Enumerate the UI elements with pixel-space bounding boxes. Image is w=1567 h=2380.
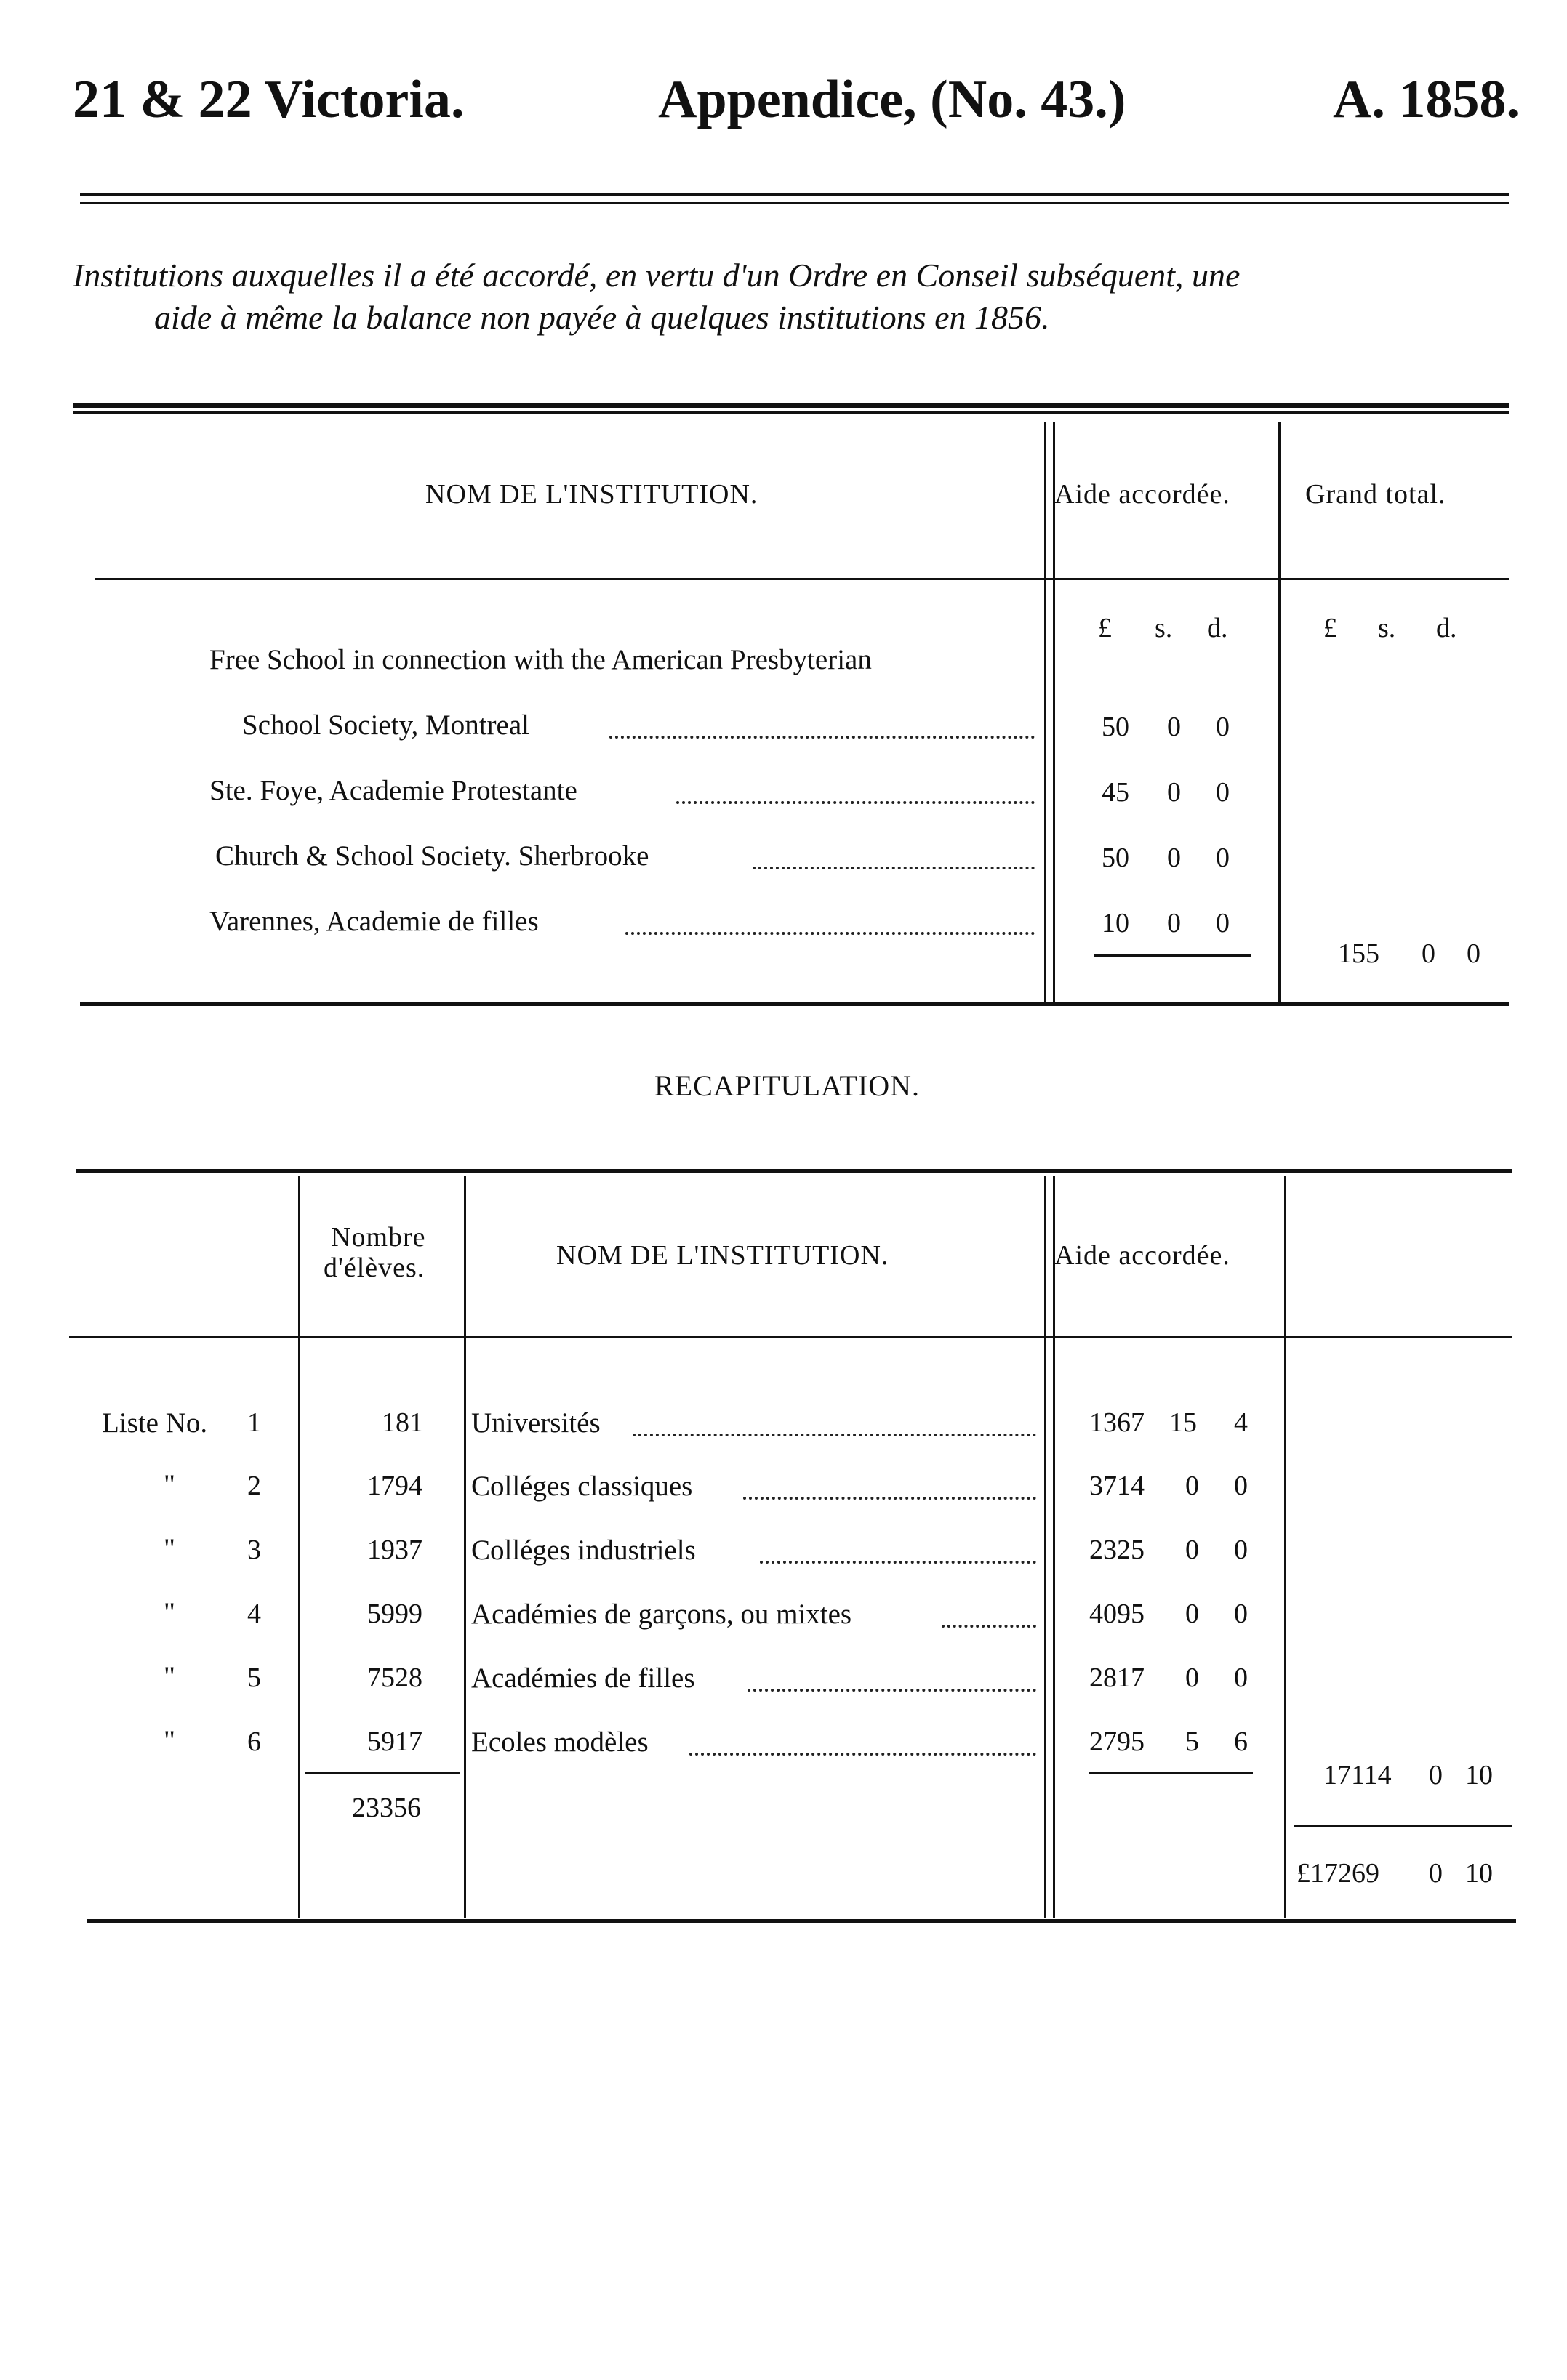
recap-row-no: 3 — [247, 1535, 261, 1565]
recap-vline-3 — [1044, 1176, 1046, 1918]
table1-row-pounds: 50 — [1102, 843, 1129, 873]
recap-subtotal-pounds: 17114 — [1323, 1760, 1392, 1790]
recap-row-pence: 0 — [1234, 1663, 1248, 1693]
recap-title: RECAPITULATION. — [654, 1069, 920, 1102]
table1-total-unit-pence: d. — [1436, 613, 1457, 643]
table1-top-rule-2 — [73, 411, 1509, 414]
table1-row-pence: 0 — [1216, 777, 1230, 808]
recap-row-pounds: 2795 — [1089, 1726, 1145, 1757]
dot-leader — [743, 1497, 1036, 1500]
table1-total-unit-pound: £ — [1323, 613, 1337, 643]
table1-vline-3 — [1278, 422, 1281, 1003]
table1-col-total: Grand total. — [1305, 479, 1446, 510]
recap-col-eleves-2: d'élèves. — [324, 1253, 425, 1283]
table1-row-pounds: 50 — [1102, 712, 1129, 742]
recap-row-eleves: 1937 — [367, 1535, 422, 1565]
recap-row-name: Ecoles modèles — [471, 1726, 649, 1758]
recap-row-eleves: 5999 — [367, 1599, 422, 1629]
table1-vline-1 — [1044, 422, 1046, 1003]
recap-row-pounds: 2817 — [1089, 1663, 1145, 1693]
recap-eleves-sum-line — [305, 1772, 460, 1774]
table1-total-pounds: 155 — [1338, 938, 1379, 969]
table1-row-pence: 0 — [1216, 908, 1230, 938]
recap-grand-total-pence: 10 — [1465, 1858, 1493, 1889]
dot-leader — [609, 736, 1035, 739]
header-right: A. 1858. — [1333, 70, 1520, 129]
recap-row-no: 5 — [247, 1663, 261, 1693]
recap-row-shillings: 0 — [1185, 1471, 1199, 1501]
recap-row-liste: " — [164, 1597, 175, 1628]
table1-total-shillings: 0 — [1422, 938, 1435, 969]
recap-row-liste: " — [164, 1533, 175, 1564]
recap-row-shillings: 5 — [1185, 1726, 1199, 1757]
recap-row-pounds: 3714 — [1089, 1471, 1145, 1501]
recap-grand-total-shillings: 0 — [1429, 1858, 1443, 1889]
recap-row-liste: " — [164, 1725, 175, 1756]
recap-row-eleves: 5917 — [367, 1726, 422, 1757]
recap-aid-sum-line — [1089, 1772, 1253, 1774]
table1-row-shillings: 0 — [1167, 777, 1181, 808]
dot-leader — [760, 1561, 1036, 1564]
table1-col-aid: Aide accordée. — [1054, 479, 1230, 510]
recap-row-name: Colléges classiques — [471, 1471, 693, 1502]
recap-col-name: NOM DE L'INSTITUTION. — [556, 1240, 889, 1271]
recap-vline-5 — [1284, 1176, 1286, 1918]
recap-row-no: 4 — [247, 1599, 261, 1629]
header-left: 21 & 22 Victoria. — [73, 70, 465, 129]
recap-row-no: 2 — [247, 1471, 261, 1501]
recap-row-pounds: 1367 — [1089, 1407, 1145, 1438]
table1-row-name: Ste. Foye, Academie Protestante — [209, 775, 577, 806]
table1-row-shillings: 0 — [1167, 843, 1181, 873]
recap-row-pence: 6 — [1234, 1726, 1248, 1757]
dot-leader — [748, 1689, 1036, 1692]
recap-row-eleves: 1794 — [367, 1471, 422, 1501]
dot-leader — [689, 1753, 1036, 1756]
recap-row-pence: 4 — [1234, 1407, 1248, 1438]
recap-row-no: 1 — [247, 1407, 261, 1438]
table1-row-pence: 0 — [1216, 712, 1230, 742]
table1-unit-shilling: s. — [1155, 613, 1173, 643]
recap-row-shillings: 15 — [1169, 1407, 1197, 1438]
table1-row-name: Church & School Society. Sherbrooke — [215, 840, 649, 872]
recap-vline-2 — [464, 1176, 466, 1918]
table1-row-pence: 0 — [1216, 843, 1230, 873]
recap-row-pence: 0 — [1234, 1535, 1248, 1565]
recap-row-name: Académies de garçons, ou mixtes — [471, 1599, 852, 1630]
recap-row-pence: 0 — [1234, 1471, 1248, 1501]
table1-unit-pence: d. — [1207, 613, 1228, 643]
table1-bottom-rule — [80, 1002, 1509, 1006]
table1-row-pounds: 45 — [1102, 777, 1129, 808]
intro-line-1: Institutions auxquelles il a été accordé, en vertu d'un Ordre en Conseil subséquent, une — [73, 257, 1241, 294]
recap-row-pounds: 4095 — [1089, 1599, 1145, 1629]
dot-leader — [676, 801, 1035, 804]
recap-row-eleves: 7528 — [367, 1663, 422, 1693]
recap-row-pence: 0 — [1234, 1599, 1248, 1629]
table1-row-name: School Society, Montreal — [242, 709, 529, 741]
recap-grand-total-line — [1294, 1825, 1512, 1827]
recap-subtotal-pence: 10 — [1465, 1760, 1493, 1790]
header-center: Appendice, (No. 43.) — [658, 70, 1126, 129]
recap-row-no: 6 — [247, 1726, 261, 1757]
dot-leader — [942, 1625, 1036, 1628]
recap-row-liste: " — [164, 1661, 175, 1692]
table1-row-name: Varennes, Academie de filles — [209, 906, 539, 937]
recap-row-name: Colléges industriels — [471, 1535, 696, 1566]
table1-header-rule — [95, 578, 1509, 580]
table1-total-unit-shilling: s. — [1378, 613, 1396, 643]
recap-row-liste: " — [164, 1469, 175, 1500]
table1-row1-line1: Free School in connection with the American Presbyterian — [209, 644, 872, 675]
recap-row-liste: Liste No. — [102, 1407, 208, 1439]
recap-row-name: Universités — [471, 1407, 601, 1439]
recap-row-pounds: 2325 — [1089, 1535, 1145, 1565]
table1-col-name: NOM DE L'INSTITUTION. — [425, 479, 758, 510]
recap-subtotal-shillings: 0 — [1429, 1760, 1443, 1790]
table1-row-pounds: 10 — [1102, 908, 1129, 938]
dot-leader — [625, 932, 1035, 935]
recap-col-eleves-1: Nombre — [331, 1222, 426, 1253]
table1-row-shillings: 0 — [1167, 712, 1181, 742]
dot-leader — [633, 1434, 1036, 1436]
table1-unit-pound: £ — [1098, 613, 1112, 643]
recap-grand-total-pounds: £17269 — [1297, 1858, 1379, 1889]
recap-row-shillings: 0 — [1185, 1535, 1199, 1565]
recap-vline-1 — [298, 1176, 300, 1918]
table1-top-rule — [73, 403, 1509, 408]
recap-col-aid: Aide accordée. — [1054, 1240, 1230, 1271]
recap-row-eleves: 181 — [382, 1407, 423, 1438]
recap-row-shillings: 0 — [1185, 1663, 1199, 1693]
header-rule-bottom — [80, 202, 1509, 204]
table1-total-pence: 0 — [1467, 938, 1480, 969]
dot-leader — [753, 867, 1035, 869]
table1-sum-line — [1094, 954, 1251, 957]
intro-line-2: aide à même la balance non payée à quelques institutions en 1856. — [154, 299, 1050, 336]
header-rule-top — [80, 193, 1509, 196]
recap-bottom-rule — [87, 1919, 1516, 1923]
recap-vline-4 — [1053, 1176, 1055, 1918]
table1-row-shillings: 0 — [1167, 908, 1181, 938]
recap-row-name: Académies de filles — [471, 1663, 695, 1694]
recap-eleves-total: 23356 — [352, 1793, 421, 1823]
recap-row-shillings: 0 — [1185, 1599, 1199, 1629]
recap-header-rule — [69, 1336, 1512, 1338]
recap-top-rule — [76, 1169, 1512, 1173]
